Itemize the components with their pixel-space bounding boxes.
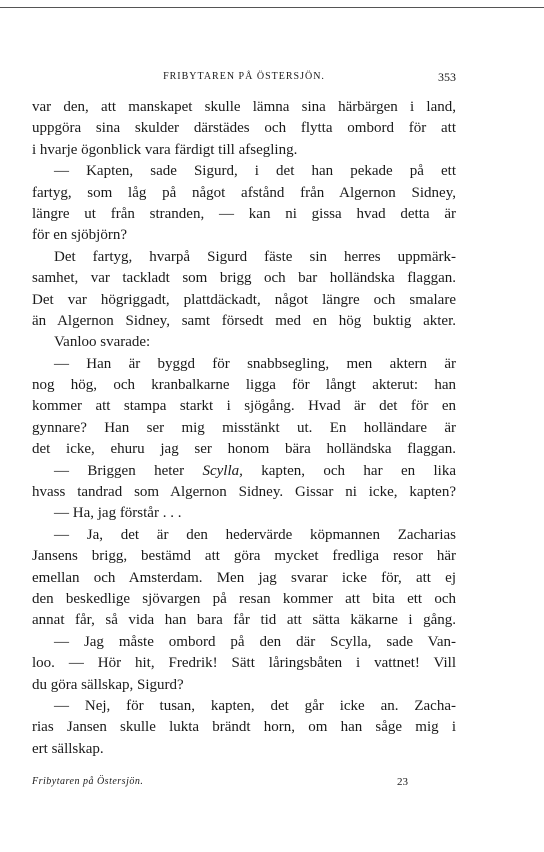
text-line: kommer att stampa starkt i sjögång. Hvad är det för en	[32, 398, 456, 415]
text-line: uppgöra sina skulder därstädes och flytta ombord för att	[32, 120, 456, 137]
text-segment: — Briggen heter	[54, 462, 185, 479]
text-line: — Kapten, sade Sigurd, i det han pekade på ett	[54, 163, 456, 180]
text-line: — Ja, det är den hedervärde köpmannen Zacharias	[54, 526, 456, 543]
text-line: — Ha, jag förstår . . .	[54, 505, 182, 522]
footer-signature: Fribytaren på Östersjön.	[32, 776, 144, 787]
text-line: hvass tandrad som Algernon Sidney. Gissar ni icke, kapten?	[32, 484, 456, 501]
text-line: för en sjöbjörn?	[32, 227, 127, 244]
ship-name: Scylla,	[202, 462, 243, 479]
text-line: Det var högriggadt, plattdäckadt, något längre och smalare	[32, 291, 456, 308]
text-line: Vanloo svarade:	[54, 334, 151, 351]
text-line: längre ut från stranden, — kan ni gissa hvad detta är	[32, 205, 456, 222]
page-number: 353	[438, 70, 456, 84]
text-line: ert sällskap.	[32, 740, 104, 757]
text-line: — Nej, för tusan, kapten, det går icke an. Zacha-	[54, 697, 456, 714]
text-line: än Algernon Sidney, samt försedt med en hög buktig akter.	[32, 312, 456, 329]
text-line: det icke, ehuru jag ser honom bära holländska flaggan.	[32, 441, 456, 458]
sheet-number: 23	[397, 776, 408, 788]
text-line: — Han är byggd för snabbsegling, men aktern är	[54, 355, 456, 372]
text-line: fartyg, som låg på något afstånd från Algernon Sidney,	[32, 184, 456, 201]
text-line: den beskedlige sjövargen på resan kommer att bita ett och	[32, 590, 456, 607]
page-footer	[32, 776, 456, 792]
body-text	[32, 97, 456, 760]
text-line: var den, att manskapet skulle lämna sina härbärgen i land,	[32, 99, 456, 115]
text-line: du göra sällskap, Sigurd?	[32, 676, 184, 693]
running-title: FRIBYTAREN PÅ ÖSTERSJÖN.	[163, 71, 325, 82]
text-line: annat får, så vida han bara får tid att sätta käkarne i gång.	[32, 612, 456, 629]
text-line: loo. — Hör hit, Fredrik! Sätt låringsbåten i vattnet! Vill	[32, 655, 456, 672]
page-header	[32, 71, 456, 87]
text-line: Det fartyg, hvarpå Sigurd fäste sin herres uppmärk-	[54, 248, 456, 265]
text-line: — Jag måste ombord på den där Scylla, sade Van-	[54, 633, 456, 650]
text-line: i hvarje ögonblick vara färdigt till afsegling.	[32, 141, 298, 158]
text-segment: kapten, och har en lika	[261, 462, 456, 479]
text-line: gynnare? Han ser mig misstänkt ut. En holländare är	[32, 419, 456, 436]
text-line	[32, 461, 456, 482]
text-line: emellan och Amsterdam. Men jag svarar icke för, att ej	[32, 569, 456, 586]
text-line: samhet, var tackladt som brigg och bar holländska flaggan.	[32, 270, 456, 287]
top-rule	[0, 7, 544, 8]
text-line: nog hög, och kranbalkarne ligga för långt akterut: han	[32, 377, 456, 394]
text-line: Jansens brigg, bestämd att göra mycket fredliga resor här	[32, 548, 456, 565]
text-line: rias Jansen skulle lukta brändt horn, om han såge mig i	[32, 719, 456, 736]
